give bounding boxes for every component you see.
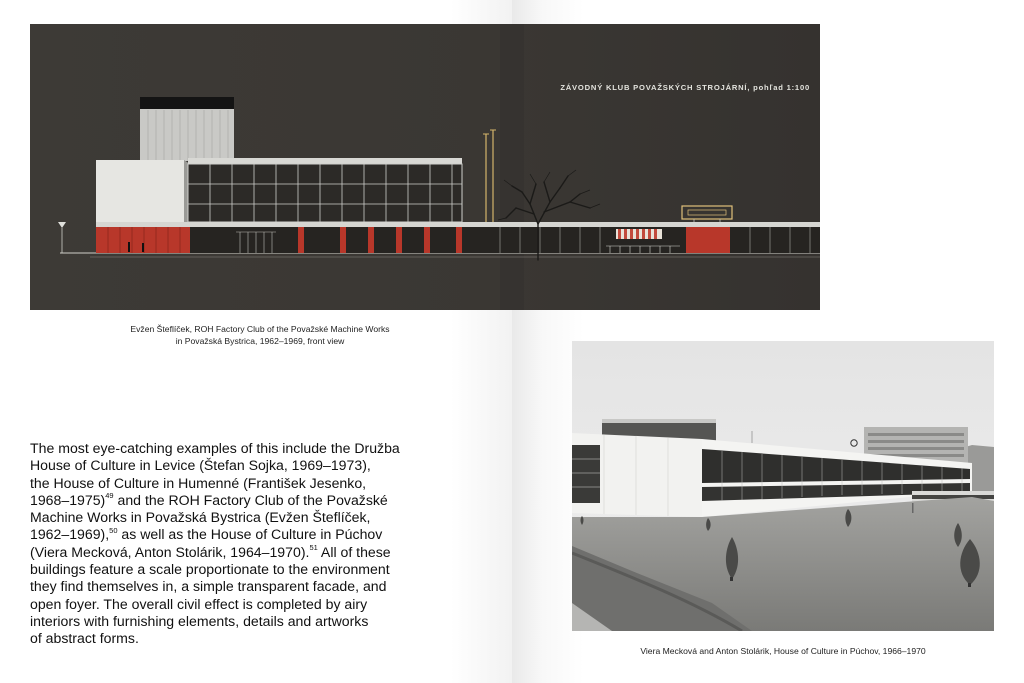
body-line-4: 1968–1975)$^{49}$ and the ROH Factory Club of the Považské (30, 491, 388, 508)
drawing-title: ZÁVODNÝ KLUB POVAŽSKÝCH STROJÁRNÍ, pohľad 1:100 (560, 83, 810, 92)
body-line-6: 1962–1969),$^{50}$ as well as the House of Culture in Púchov (30, 525, 383, 543)
body-line-3: the House of Culture in Humenné (František Jesenko, (30, 474, 367, 491)
drawing-caption-line-2: in Považská Bystrica, 1962–1969, front view (175, 336, 345, 346)
body-line-2: House of Culture in Levice (Štefan Sojka, 1969–1973), (30, 457, 371, 474)
body-line-11: interiors with furnishing elements, details and artworks (30, 612, 369, 629)
footnote-ref-50[interactable]: 50 (109, 525, 118, 535)
body-paragraph (30, 440, 500, 648)
photo-caption: Viera Mecková and Anton Stolárik, House of Culture in Púchov, 1966–1970 (640, 646, 926, 656)
drawing-caption (30, 323, 490, 347)
body-line-1: The most eye-catching examples of this include the Družba (30, 440, 400, 456)
body-line-8: buildings feature a scale proportionate to the environment (30, 561, 390, 578)
body-line-5: Machine Works in Považská Bystrica (Evžen Šteflíček, (30, 509, 371, 526)
footnote-ref-51[interactable]: 51 (309, 543, 318, 553)
body-line-7: (Viera Mecková, Anton Stolárik, 1964–1970).$^{51}$ All of these (30, 543, 391, 560)
house-of-culture-photo (572, 341, 994, 631)
body-line-10: open foyer. The overall civil effect is completed by airy (30, 595, 368, 612)
architectural-front-view-drawing (30, 24, 820, 310)
body-line-9: they find themselves in, a simple transparent facade, and (30, 578, 387, 595)
footnote-ref-49[interactable]: 49 (105, 491, 114, 501)
body-line-12: of abstract forms. (30, 630, 139, 647)
drawing-caption-line-1: Evžen Šteflíček, ROH Factory Club of the Považské Machine Works (130, 324, 390, 334)
